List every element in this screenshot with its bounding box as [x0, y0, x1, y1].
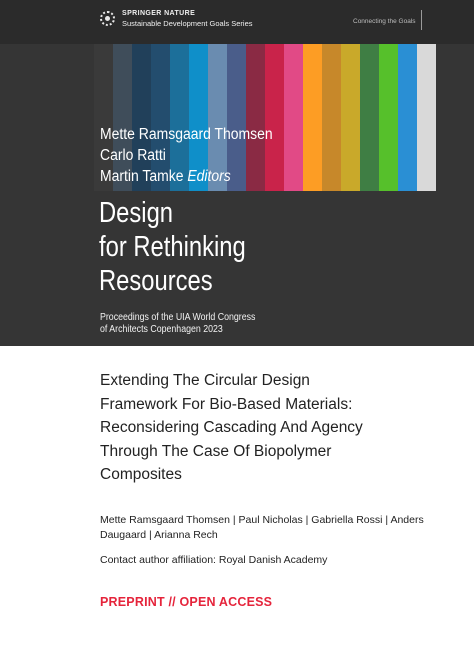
paper-title-line: Framework For Bio-Based Materials: — [100, 395, 353, 413]
authors-line: Mette Ramsgaard Thomsen | Paul Nicholas | Gabriella Rossi | Anders — [100, 514, 424, 526]
editor-name: Mette Ramsgaard Thomsen — [100, 126, 273, 143]
sdg-stripe — [303, 44, 322, 191]
book-title-line: Resources — [99, 265, 213, 297]
sdg-stripe — [341, 44, 360, 191]
sdg-stripe — [360, 44, 379, 191]
authors-line: Daugaard | Arianna Rech — [100, 529, 218, 541]
sdg-stripe — [322, 44, 341, 191]
editors-block — [100, 124, 273, 187]
editor-name — [100, 166, 273, 187]
paper-title-line: Composites — [100, 466, 182, 483]
paper-title-line: Through The Case Of Biopolymer — [100, 442, 332, 460]
paper-title-line: Extending The Circular Design — [100, 372, 310, 389]
proceedings-line: Proceedings of the UIA World Congress — [100, 312, 256, 323]
sdg-stripe — [284, 44, 303, 191]
open-access-label: PREPRINT // OPEN ACCESS — [100, 595, 273, 609]
paper-title-line: Reconsidering Cascading And Agency — [100, 419, 363, 436]
paper-title — [100, 369, 440, 487]
book-title — [99, 196, 246, 298]
sdg-stripe — [417, 44, 436, 191]
series-header — [0, 0, 474, 44]
series-name: Sustainable Development Goals Series — [122, 19, 253, 28]
editor-name: Carlo Ratti — [100, 147, 166, 164]
proceedings-line: of Architects Copenhagen 2023 — [100, 324, 223, 335]
publisher-name: SPRINGER NATURE — [122, 10, 196, 17]
book-title-line: for Rethinking — [99, 231, 246, 263]
sdg-stripe — [398, 44, 417, 191]
sdg-stripe — [379, 44, 398, 191]
editor-name-text: Martin Tamke — [100, 168, 184, 185]
editors-role-label: Editors — [187, 168, 231, 185]
book-title-line: Design — [99, 197, 174, 229]
tagline-divider — [421, 10, 422, 30]
paper-authors — [100, 513, 440, 543]
proceedings-subtitle — [100, 312, 255, 336]
contact-affiliation: Contact author affiliation: Royal Danish Academy — [100, 554, 328, 566]
springer-nature-logo-icon — [100, 11, 115, 26]
series-tagline: Connecting the Goals — [353, 18, 416, 25]
